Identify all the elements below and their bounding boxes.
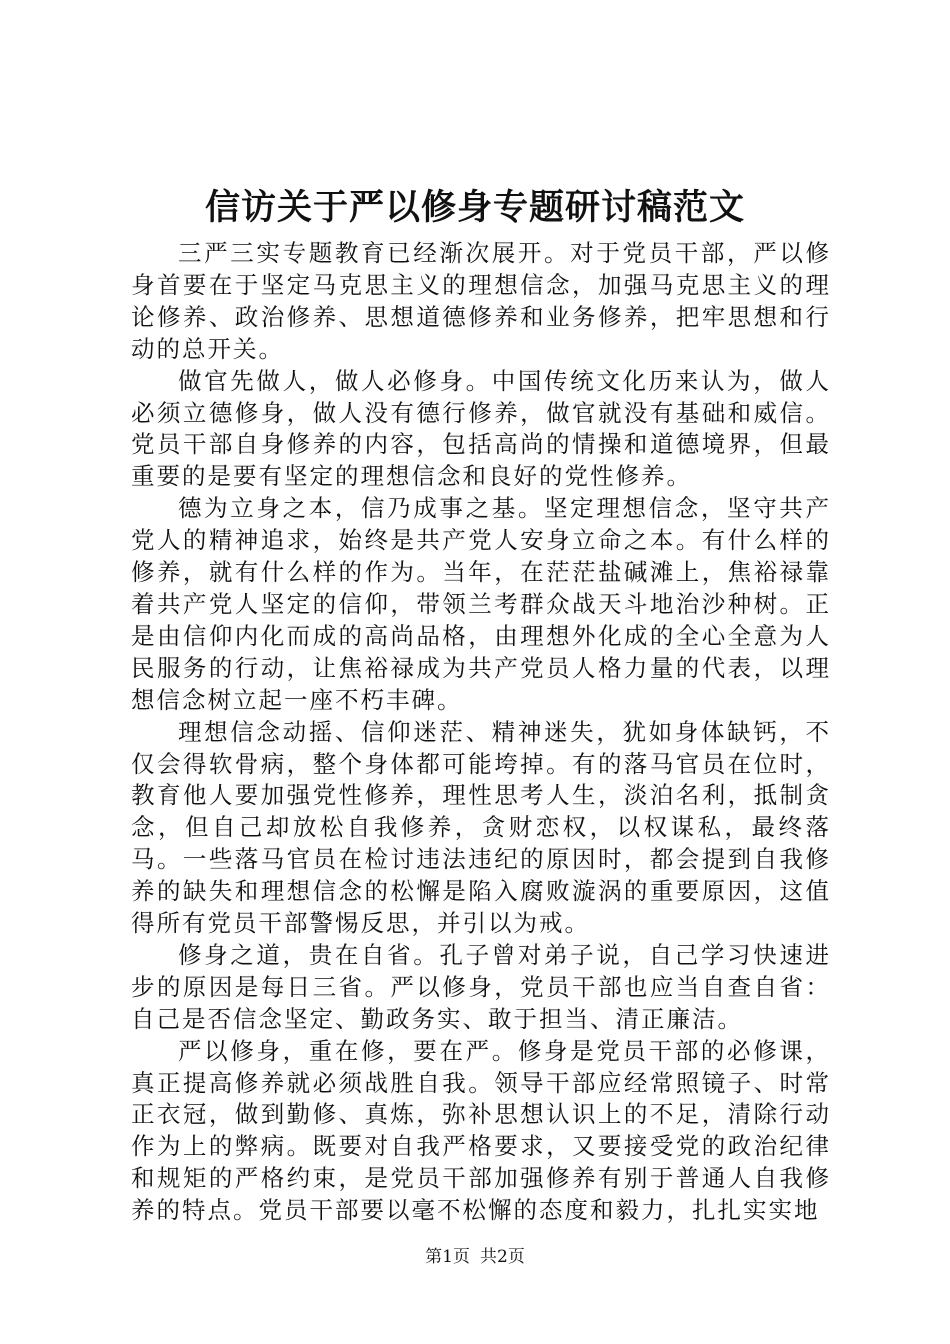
paragraph: 修身之道，贵在自省。孔子曾对弟子说，自己学习快速进步的原因是每日三省。严以修身，党员干部也应当自查自省：自己是否信念坚定、勤政务实、敢于担当、清正廉洁。 — [131, 940, 831, 1033]
document-body — [131, 238, 831, 1227]
paragraph: 严以修身，重在修，要在严。修身是党员干部的必修课，真正提高修养就必须战胜自我。领导干部应经常照镜子、时常正衣冠，做到勤修、真炼，弥补思想认识上的不足，清除行动作为上的弊病。既要对自我严格要求，又要接受党的政治纪律和规矩的严格约束，是党员干部加强修养有别于普通人自我修养的特点。党员干部要以毫不松懈的态度和毅力，扎扎实实地 — [131, 1036, 831, 1225]
paragraph: 理想信念动摇、信仰迷茫、精神迷失，犹如身体缺钙，不仅会得软骨病，整个身体都可能垮掉。有的落马官员在位时，教育他人要加强党性修养，理性思考人生，淡泊名利，抵制贪念，但自己却放松自我修养，贪财恋权，以权谋私，最终落马。一些落马官员在检讨违法违纪的原因时，都会提到自我修养的缺失和理想信念的松懈是陷入腐败漩涡的重要原因，这值得所有党员干部警惕反思，并引以为戒。 — [131, 717, 831, 938]
paragraph: 三严三实专题教育已经渐次展开。对于党员干部，严以修身首要在于坚定马克思主义的理想信念，加强马克思主义的理论修养、政治修养、思想道德修养和业务修养，把牢思想和行动的总开关。 — [131, 239, 831, 363]
page-footer — [0, 1245, 950, 1269]
page-total: 共2页 — [480, 1247, 525, 1267]
page-number: 第1页 — [425, 1247, 470, 1267]
paragraph: 做官先做人，做人必修身。中国传统文化历来认为，做人必须立德修身，做人没有德行修养，做官就没有基础和威信。党员干部自身修养的内容，包括高尚的情操和道德境界，但最重要的是要有坚定的理想信念和良好的党性修养。 — [131, 366, 831, 491]
document-title: 信访关于严以修身专题研讨稿范文 — [204, 187, 745, 228]
paragraph: 德为立身之本，信乃成事之基。坚定理想信念，坚守共产党人的精神追求，始终是共产党人安身立命之本。有什么样的修养，就有什么样的作为。当年，在茫茫盐碱滩上，焦裕禄靠着共产党人坚定的信仰，带领兰考群众战天斗地治沙种树。正是由信仰内化而成的高尚品格，由理想外化成的全心全意为人民服务的行动，让焦裕禄成为共产党员人格力量的代表，以理想信念树立起一座不朽丰碑。 — [131, 494, 831, 714]
